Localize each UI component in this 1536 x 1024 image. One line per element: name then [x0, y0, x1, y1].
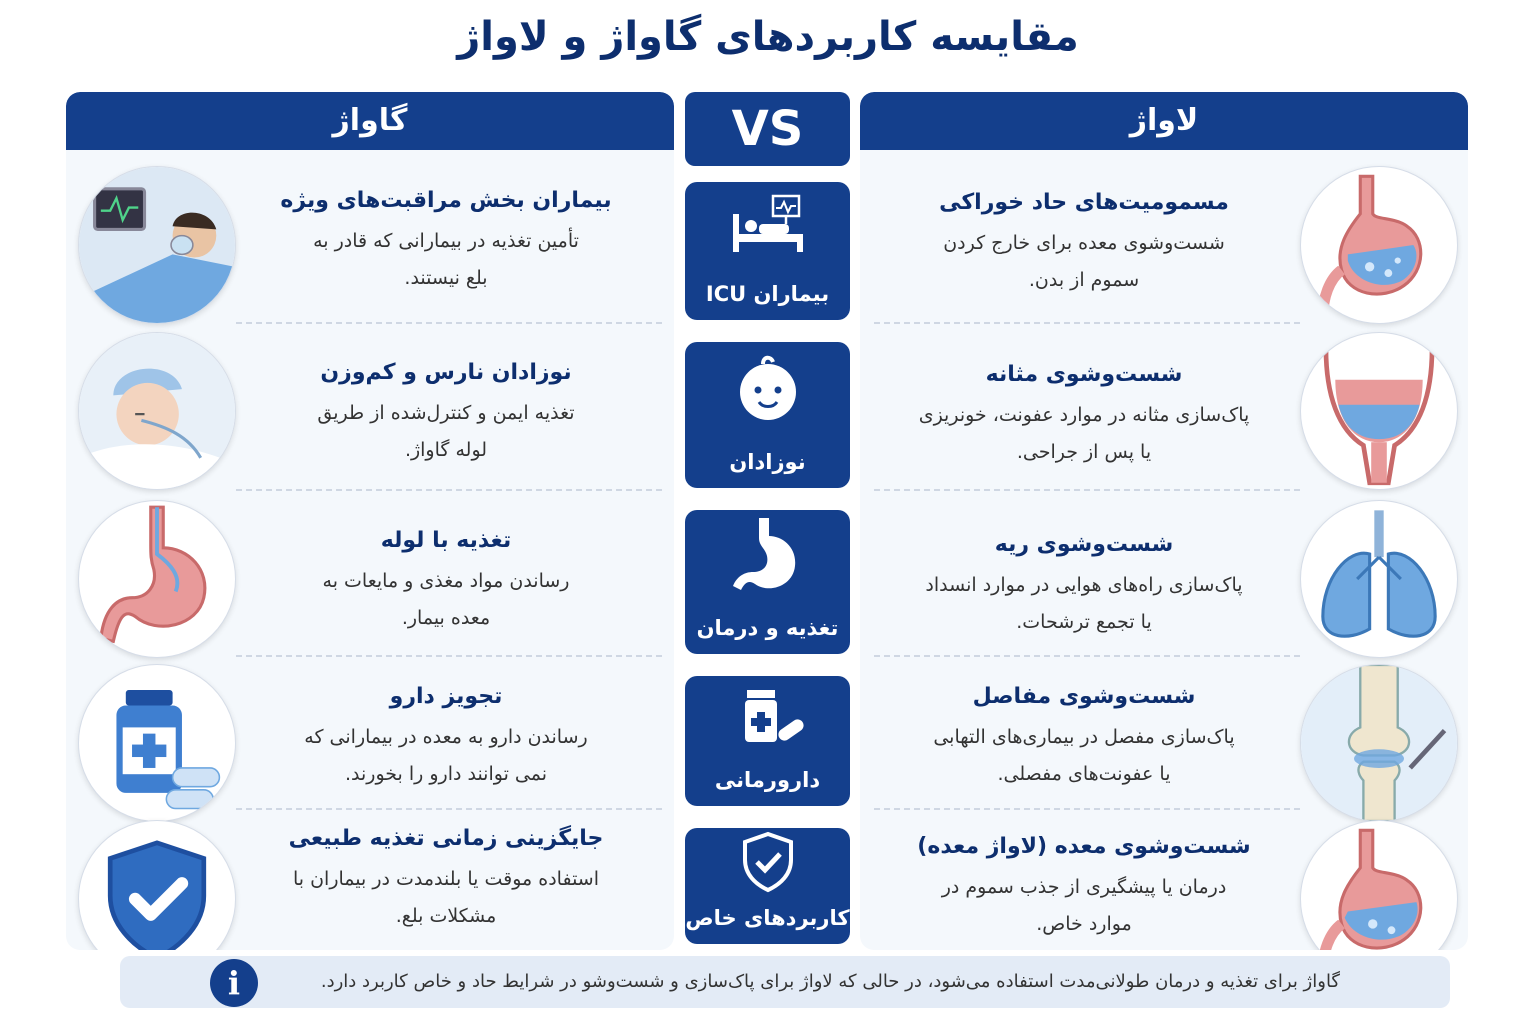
item-title: شست‌وشوی معده (لاواژ معده)	[917, 834, 1251, 859]
item-desc-line2: مشکلات بلع.	[395, 905, 497, 927]
item-desc-line1: شست‌وشوی معده برای خارج کردن	[943, 232, 1225, 254]
item-desc-line2: سموم از بدن.	[1028, 269, 1140, 291]
category-label: نوزادان	[729, 450, 806, 474]
category-newborns	[685, 342, 850, 488]
divider	[874, 489, 1300, 491]
medicine-bottle-icon	[78, 664, 236, 822]
knee-joint-icon	[1300, 664, 1458, 822]
icu-patient-icon	[78, 166, 236, 324]
icu-bed-icon	[723, 182, 813, 262]
item-desc-line1: پاک‌سازی راه‌های هوایی در موارد انسداد	[925, 574, 1243, 596]
item-title: بیماران بخش مراقبت‌های ویژه	[280, 188, 612, 213]
vs-badge: VS	[685, 92, 850, 166]
category-label: کاربردهای خاص	[685, 906, 850, 930]
item-desc-line1: استفاده موقت یا بلندمدت در بیماران با	[292, 868, 600, 890]
info-footer	[120, 956, 1450, 1008]
stomach-icon	[723, 510, 813, 600]
divider	[236, 655, 662, 657]
category-special-uses	[685, 828, 850, 944]
item-desc-line1: پاک‌سازی مثانه در موارد عفونت، خونریزی	[918, 404, 1250, 426]
lavage-column	[860, 92, 1468, 950]
divider	[236, 489, 662, 491]
baby-face-icon	[723, 342, 813, 432]
item-desc-line2: لوله گاواژ.	[404, 439, 488, 461]
item-desc-line1: تغذیه ایمن و کنترل‌شده از طریق	[317, 402, 575, 424]
item-desc-line2: یا پس از جراحی.	[1016, 441, 1152, 463]
divider	[236, 322, 662, 324]
item-desc-line1: رساندن دارو به معده در بیمارانی که	[304, 726, 588, 748]
category-label: بیماران ICU	[705, 282, 830, 306]
category-label: تغذیه و درمان	[696, 616, 839, 640]
divider	[874, 808, 1300, 810]
category-nutrition	[685, 510, 850, 654]
stomach-lavage-icon	[1300, 820, 1458, 950]
bladder-icon	[1300, 332, 1458, 490]
info-text: گاواژ برای تغذیه و درمان طولانی‌مدت استفاده می‌شود، در حالی که لاواژ برای پاک‌سازی و شست‌وشو در شرایط حاد و خاص کاربرد دارد.	[320, 971, 1340, 992]
shield-check-icon	[78, 820, 236, 950]
item-desc-line2: بلع نیستند.	[404, 267, 488, 289]
feeding-tube-stomach-icon	[78, 500, 236, 658]
item-title: تجویز دارو	[389, 684, 503, 709]
item-desc-line1: پاک‌سازی مفصل در بیماری‌های التهابی	[933, 726, 1235, 748]
item-title: نوزادان نارس و کم‌وزن	[320, 360, 572, 385]
page-title: مقایسه کاربردهای گاواژ و لاواژ	[457, 14, 1079, 60]
item-desc-line2: یا عفونت‌های مفصلی.	[997, 763, 1171, 785]
category-label: دارورمانی	[714, 768, 821, 792]
item-title: جایگزینی زمانی تغذیه طبیعی	[288, 826, 604, 851]
item-title: شست‌وشوی ریه	[994, 532, 1174, 557]
gavage-column	[66, 92, 674, 950]
divider	[874, 655, 1300, 657]
shield-check-icon	[733, 828, 803, 894]
newborn-icon	[78, 332, 236, 490]
item-desc-line1: رساندن مواد مغذی و مایعات به	[322, 570, 570, 592]
lungs-icon	[1300, 500, 1458, 658]
item-title: تغذیه با لوله	[380, 528, 512, 553]
item-title: شست‌وشوی مفاصل	[972, 684, 1196, 709]
category-icu	[685, 182, 850, 320]
stomach-wash-icon	[1300, 166, 1458, 324]
divider	[874, 322, 1300, 324]
item-desc-line1: تأمین تغذیه در بیمارانی که قادر به	[313, 230, 579, 252]
item-title: شست‌وشوی مثانه	[985, 362, 1183, 387]
item-desc-line2: نمی توانند دارو را بخورند.	[344, 763, 548, 785]
lavage-header: لاواژ	[860, 92, 1468, 150]
item-desc-line2: یا تجمع ترشحات.	[1016, 611, 1152, 633]
item-desc-line1: درمان یا پیشگیری از جذب سموم در	[941, 876, 1227, 898]
item-title: مسمومیت‌های حاد خوراکی	[939, 190, 1229, 215]
item-desc-line2: موارد خاص.	[1036, 913, 1132, 935]
pill-bottle-icon	[723, 676, 813, 756]
divider	[236, 808, 662, 810]
category-drug-therapy	[685, 676, 850, 806]
gavage-header: گاواژ	[66, 92, 674, 150]
info-icon: i	[210, 959, 258, 1007]
item-desc-line2: معده بیمار.	[401, 607, 491, 629]
